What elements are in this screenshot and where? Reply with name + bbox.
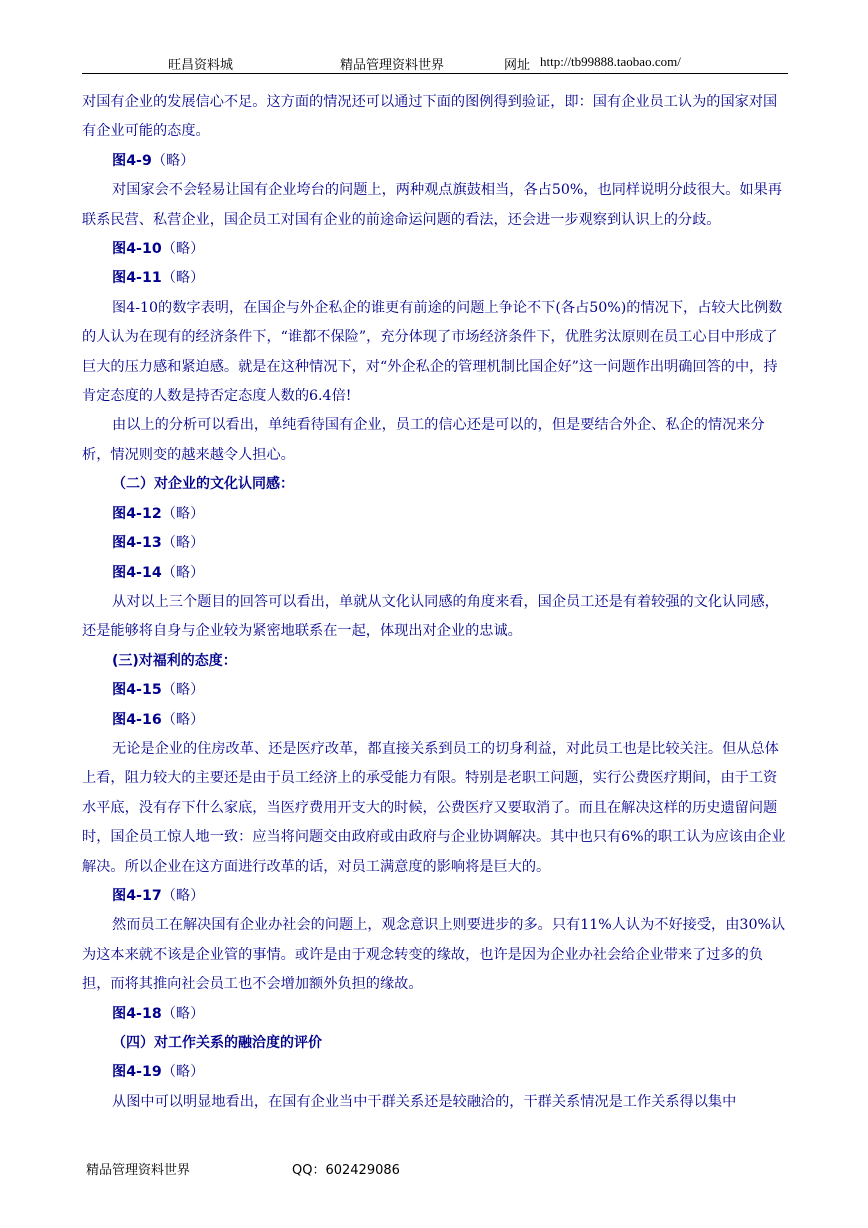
body-paragraph: 然而员工在解决国有企业办社会的问题上，观念意识上则要进步的多。只有11%人认为不好接受，由30%认为这本来就不该是企业管的事情。或许是由于观念转变的缘故，也许是因为企业办社会给企业带来了过多的负担，而将其推向社会员工也不会增加额外负担的缘故。: [82, 917, 786, 993]
footer-site-name: 精品管理资料世界: [86, 1163, 191, 1178]
body-paragraph: 从对以上三个题目的回答可以看出，单就从文化认同感的角度来看，国企员工还是有着较强的文化认同感，还是能够将自身与企业较为紧密地联系在一起，体现出对企业的忠诚。: [82, 593, 779, 640]
figure-note: （略）: [151, 152, 195, 169]
header-url-label: 网址: [504, 58, 531, 73]
figure-reference: [82, 147, 788, 176]
header-url[interactable]: http://tb99888.taobao.com/: [540, 54, 681, 69]
figure-note: （略）: [161, 1064, 205, 1081]
header-divider: [82, 73, 788, 74]
figure-reference: [82, 264, 788, 293]
figure-reference: [82, 882, 788, 911]
figure-note: （略）: [161, 270, 205, 287]
figure-note: （略）: [161, 887, 205, 904]
continued-paragraph: 对国有企业的发展信心不足。这方面的情况还可以通过下面的图例得到验证，即：国有企业员工认为的国家对国有企业可能的态度。: [82, 94, 778, 140]
body-paragraph: 无论是企业的住房改革、还是医疗改革，都直接关系到员工的切身利益，对此员工也是比较关注。但从总体上看，阻力较大的主要还是由于员工经济上的承受能力有限。特别是老职工问题，实行公费医疗期间，由于工资水平底，没有存下什么家底，当医疗费用开支大的时候，公费医疗又要取消了。而且在解决这样的历史遗留问题时，国企员工惊人地一致：应当将问题交由政府或由政府与企业协调解决。其中也只有6%的职工认为应该由企业解决。所以企业在这方面进行改革的话，对员工满意度的影响将是巨大的。: [82, 740, 786, 875]
figure-note: （略）: [161, 564, 205, 581]
figure-label: 图4-13: [112, 535, 162, 552]
body-paragraph: 从图中可以明显地看出，在国有企业当中干群关系还是较融洽的，干群关系情况是工作关系得以集中: [112, 1093, 737, 1110]
figure-label: 图4-19: [112, 1064, 162, 1081]
section-heading: (三)对福利的态度：: [112, 652, 237, 669]
figure-reference: [82, 1058, 788, 1087]
figure-reference: [82, 706, 788, 735]
figure-reference: [82, 559, 788, 588]
figure-note: （略）: [161, 1005, 205, 1022]
figure-reference: [82, 1000, 788, 1029]
figure-label: 图4-12: [112, 505, 162, 522]
figure-reference: [82, 500, 788, 529]
figure-note: （略）: [161, 241, 205, 258]
figure-note: （略）: [161, 535, 205, 552]
figure-label: 图4-10: [112, 241, 162, 258]
figure-label: 图4-11: [112, 270, 162, 287]
section-heading: （四）对工作关系的融洽度的评价: [112, 1035, 322, 1051]
figure-label: 图4-14: [112, 564, 162, 581]
figure-note: （略）: [161, 711, 205, 728]
header-site-name: 精品管理资料世界: [340, 58, 445, 73]
section-heading: （二）对企业的文化认同感：: [112, 476, 294, 493]
page-footer: [86, 1159, 786, 1179]
figure-note: （略）: [161, 682, 205, 699]
body-paragraph: 图4-10的数字表明，在国企与外企私企的谁更有前途的问题上争论不下(各占50%)的情况下，占较大比例数的人认为在现有的经济条件下，“谁都不保险”，充分体现了市场经济条件下，优胜劣汰原则在员工心目中形成了巨大的压力感和紧迫感。就是在这种情况下，对“外企私企的管理机制比国企好”这一问题作出明确回答的中，持肯定态度的人数是持否定态度人数的6.4倍!: [82, 299, 783, 405]
figure-label: 图4-15: [112, 682, 162, 699]
figure-label: 图4-9: [112, 152, 152, 169]
figure-label: 图4-18: [112, 1005, 162, 1022]
body-paragraph: 由以上的分析可以看出，单纯看待国有企业，员工的信心还是可以的，但是要结合外企、私企的情况来分析，情况则变的越来越令人担心。: [82, 417, 765, 463]
page-header: [82, 54, 788, 74]
header-store-name: 旺昌资料城: [168, 58, 234, 73]
footer-qq: QQ：602429086: [292, 1163, 400, 1178]
figure-label: 图4-17: [112, 887, 162, 904]
figure-note: （略）: [161, 505, 205, 522]
figure-label: 图4-16: [112, 711, 162, 728]
figure-reference: [82, 529, 788, 558]
document-body: [82, 88, 788, 1117]
body-paragraph: 对国家会不会轻易让国有企业垮台的问题上，两种观点旗鼓相当，各占50%，也同样说明分歧很大。如果再联系民营、私营企业，国企员工对国有企业的前途命运问题的看法，还会进一步观察到认识上的分歧。: [82, 182, 782, 228]
figure-reference: [82, 235, 788, 264]
figure-reference: [82, 676, 788, 705]
